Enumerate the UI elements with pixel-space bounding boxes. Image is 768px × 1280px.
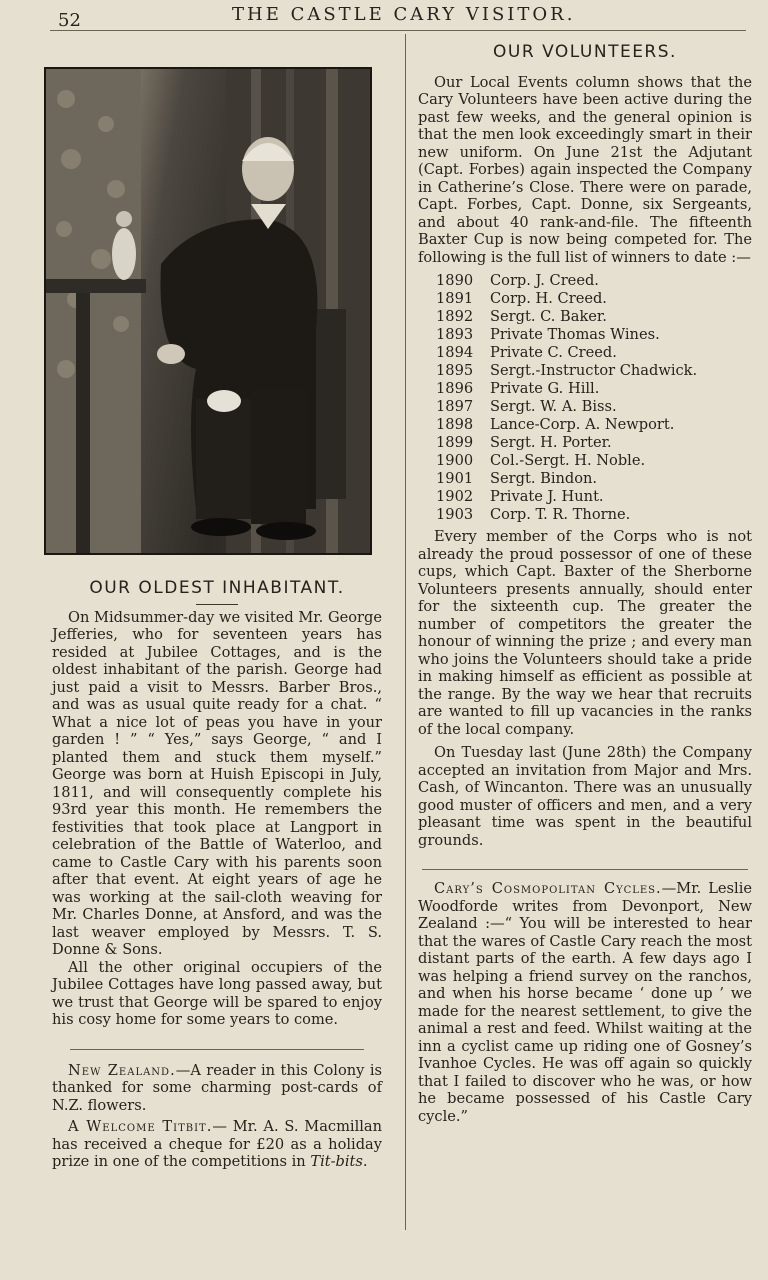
- titbit-text: — Mr. A. S. Macmillan has received a cheque for £20 as a holiday prize in one of the competitions in: [52, 1118, 383, 1170]
- new-zealand-text: —A reader in this Colony is thanked for some charming post-cards of N.Z. flowers.: [52, 1061, 382, 1114]
- winner-row: 1890 Corp. J. Creed.: [436, 272, 599, 289]
- titbit-end: .: [362, 1153, 368, 1170]
- winner-row: 1899 Sergt. H. Porter.: [436, 434, 612, 451]
- page-number: 52: [58, 10, 81, 31]
- titbit-lead: A Welcome Titbit.: [68, 1118, 213, 1135]
- titbit-italic: Tit-bits: [310, 1153, 363, 1170]
- curtain-left: [46, 69, 141, 553]
- winner-row: 1894 Private C. Creed.: [436, 344, 617, 361]
- portrait-photo: [44, 67, 372, 555]
- right-column: [418, 44, 752, 1125]
- titbit-note: [52, 1118, 382, 1171]
- winners-list: [436, 272, 752, 524]
- winner-row: 1896 Private G. Hill.: [436, 380, 600, 397]
- portrait-illustration: [46, 69, 370, 553]
- volunteers-paragraph-2: Every member of the Corps who is not already the proud possessor of one of these cups, which Capt. Baxter of the Sherborne Volunteers presents annually, should enter for the sixteenth cup. The greater the number of competitors the greater the honour of winning the prize ; and every man who joins the Volunteers should take a pride in making himself as efficient as possible at the range. By the way we hear that recruits are wanted to fill up vacancies in the ranks of the local company.: [418, 528, 752, 738]
- running-title: THE CASTLE CARY VISITOR.: [232, 4, 576, 25]
- cycles-note: [418, 880, 752, 1125]
- winner-row: 1893 Private Thomas Wines.: [436, 326, 660, 343]
- oldest-paragraph-1: On Midsummer-day we visited Mr. George Jefferies, who for seventeen years has resided at Jubilee Cottages, and is the oldest inhabitant of the parish. George had just paid a visit to Messrs. Barber Bros., and was as usual quite ready for a chat. “ What a nice lot of peas you have in your garden ! ” “ Yes,” says George, “ and I planted them and stuck them myself.” George was born at Huish Episcopi in July, 1811, and will consequently complete his 93rd year this month. He remembers the festivities that took place at Langport in celebration of the Battle of Waterloo, and came to Castle Cary with his parents soon after that event. At eight years of age he was working at the sail-cloth weaving for Mr. Charles Donne, at Ansford, and was the last weaver employed by Messrs. T. S. Donne & Sons.: [52, 608, 382, 958]
- volunteers-paragraph-3: On Tuesday last (June 28th) the Company accepted an invitation from Major and Mrs. Cash, of Wincanton. There was an unusually good muster of officers and men, and a very pleasant time was spent in the beautiful grounds.: [418, 744, 752, 849]
- winner-row: 1891 Corp. H. Creed.: [436, 290, 607, 307]
- column-divider: [405, 34, 406, 1230]
- winner-row: 1895 Sergt.-Instructor Chadwick.: [436, 362, 698, 379]
- section-separator: [70, 1049, 364, 1050]
- volunteers-intro: Our Local Events column shows that the Cary Volunteers have been active during the past few weeks, and the general opinion is that the men look exceedingly smart in their new uniform. On June 21st the Adjutant (Capt. Forbes) again inspected the Company in Catherine’s Close. There were on parade, Capt. Forbes, Capt. Donne, six Sergeants, and about 40 rank-and-file. The fifteenth Baxter Cup is now being competed for. The following is the full list of winners to date :—: [418, 73, 752, 266]
- winner-row: 1892 Sergt. C. Baker.: [436, 308, 607, 325]
- oldest-paragraph-2: All the other original occupiers of the Jubilee Cottages have long passed away, but we trust that George will be spared to enjoy his cosy home for some years to come.: [52, 958, 382, 1028]
- new-zealand-lead: New Zealand.: [68, 1061, 176, 1079]
- winner-row: 1901 Sergt. Bindon.: [436, 470, 598, 487]
- left-column: [52, 580, 382, 1171]
- oldest-inhabitant-title: OUR OLDEST INHABITANT.: [89, 578, 345, 598]
- winner-row: 1897 Sergt. W. A. Biss.: [436, 398, 617, 415]
- volunteers-title: OUR VOLUNTEERS.: [493, 42, 677, 62]
- vase: [112, 228, 136, 280]
- title-rule: [196, 604, 238, 605]
- winner-row: 1902 Private J. Hunt.: [436, 488, 604, 505]
- cycles-lead: Cary’s Cosmopolitan Cycles.: [434, 880, 662, 897]
- winner-row: 1903 Corp. T. R. Thorne.: [436, 506, 631, 523]
- winner-row: 1900 Col.-Sergt. H. Noble.: [436, 452, 646, 469]
- cycles-text: —Mr. Leslie Woodforde writes from Devonport, New Zealand :—“ You will be interested to hear that the wares of Castle Cary reach the most distant parts of the earth. A few days ago I was helping a friend survey on the ranchos, and when his horse became ‘ done up ’ we made for the nearest settlement, to give the animal a rest and feed. Whilst waiting at the inn a cyclist came up riding one of Gosney’s Ivanhoe Cycles. He was off again so quickly that I failed to discover who he was, or how he became possessed of his Castle Cary cycle.”: [418, 880, 752, 1125]
- section-separator: [422, 869, 748, 870]
- winner-row: 1898 Lance-Corp. A. Newport.: [436, 416, 675, 433]
- new-zealand-note: [52, 1062, 382, 1115]
- header-rule: [50, 30, 746, 31]
